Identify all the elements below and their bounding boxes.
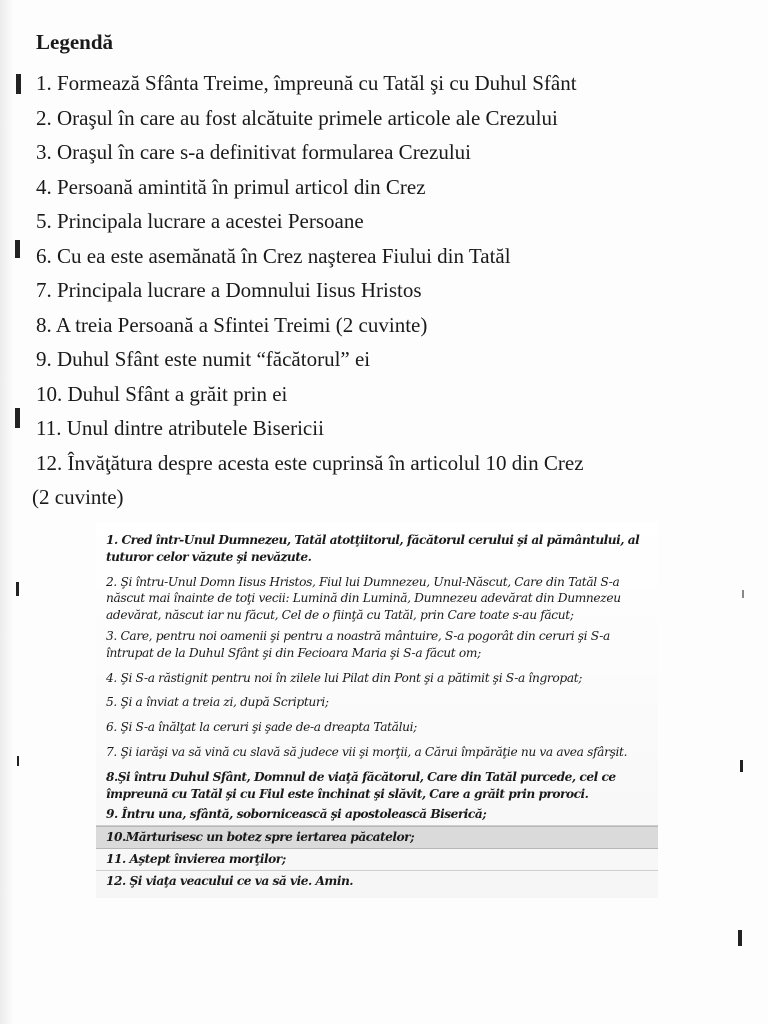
legend-list bbox=[32, 66, 736, 515]
legend-item: 1. Formează Sfânta Treime, împreună cu Tatăl şi cu Duhul Sfânt bbox=[36, 71, 577, 95]
legend-item: 2. Oraşul în care au fost alcătuite primele articole ale Crezului bbox=[36, 105, 558, 130]
legend-item: 5. Principala lucrare a acestei Persoane bbox=[36, 209, 364, 233]
legend-item-12-line1: 12. Învăţătura despre acesta este cuprinsă în articolul 10 din Crez bbox=[36, 450, 584, 475]
legend-item: 10. Duhul Sfânt a grăit prin ei bbox=[36, 381, 288, 406]
margin-mark bbox=[16, 582, 19, 596]
legend-item-12-line2: (2 cuvinte) bbox=[32, 485, 124, 509]
legend-item: 9. Duhul Sfânt este numit “făcătorul” ei bbox=[36, 347, 371, 371]
crez-article: 5. Şi a înviat a treia zi, după Scripturi; bbox=[106, 695, 329, 710]
crez-article: 9. Întru una, sfântă, sobornicească şi apostolească Biserică; bbox=[96, 804, 658, 826]
crez-article: 1. Cred într-Unul Dumnezeu, Tatăl atotţiitorul, făcătorul cerului şi al pământului, al tuturor celor văzute şi nevăzute. bbox=[106, 533, 640, 564]
crez-article: 3. Care, pentru noi oamenii şi pentru a noastră mântuire, S-a pogorât din ceruri şi S-a întrupat de la Duhul Sfânt şi din Fecioara Maria şi S-a făcut om; bbox=[106, 628, 610, 660]
legend-title: Legendă bbox=[36, 30, 114, 54]
legend-item: 3. Oraşul în care s-a definitivat formularea Crezului bbox=[36, 140, 471, 164]
margin-mark bbox=[16, 74, 21, 94]
crez-article: 8.Şi întru Duhul Sfânt, Domnul de viaţă făcătorul, Care din Tatăl purcede, cel ce împreună cu Tatăl şi cu Fiul este închinat şi slăvit, Care a grăit prin proroci. bbox=[106, 769, 616, 801]
margin-mark bbox=[15, 240, 20, 258]
legend-item: 4. Persoană amintită în primul articol din Crez bbox=[36, 174, 426, 199]
crez-article: 11. Aştept învierea morţilor; bbox=[96, 849, 658, 871]
legend-item: 11. Unul dintre atributele Bisericii bbox=[36, 416, 324, 440]
page-edge-shadow bbox=[0, 0, 14, 1024]
legend-item: 8. A treia Persoană a Sfintei Treimi (2 cuvinte) bbox=[36, 312, 428, 337]
crez-article-highlighted: 10.Mărturisesc un botez spre iertarea păcatelor; bbox=[96, 826, 658, 849]
crez-article: 7. Şi iarăşi va să vină cu slavă să judece vii şi morţii, a Cărui împărăţie nu va avea sfârşit. bbox=[106, 744, 628, 759]
legend-item: 7. Principala lucrare a Domnului Iisus Hristos bbox=[36, 278, 422, 302]
margin-mark bbox=[15, 408, 20, 428]
legend-item: 6. Cu ea este asemănată în Crez naşterea Fiului din Tatăl bbox=[36, 243, 511, 268]
crez-article: 12. Şi viaţa veacului ce va să vie. Amin. bbox=[106, 873, 354, 888]
margin-mark bbox=[738, 930, 742, 946]
margin-mark bbox=[17, 756, 19, 766]
crez-article: 4. Şi S-a răstignit pentru noi în zilele lui Pilat din Pont şi a pătimit şi S-a îngropat; bbox=[106, 670, 583, 685]
legend-item-12 bbox=[32, 446, 736, 515]
crez-article: 6. Şi S-a înălţat la ceruri şi şade de-a dreapta Tatălui; bbox=[106, 720, 417, 735]
crez-text-box bbox=[96, 522, 658, 898]
crez-article: 2. Şi întru-Unul Domn Iisus Hristos, Fiul lui Dumnezeu, Unul-Născut, Care din Tatăl S-a născut mai înainte de toţi vecii: Lumină din Lumină, Dumnezeu adevărat din Dumnezeu adevărat, născut iar nu făcut, Cel de o fiinţă cu Tatăl, prin Care toate s-au făcut; bbox=[106, 574, 621, 623]
margin-mark bbox=[740, 760, 743, 772]
margin-mark bbox=[742, 590, 744, 598]
